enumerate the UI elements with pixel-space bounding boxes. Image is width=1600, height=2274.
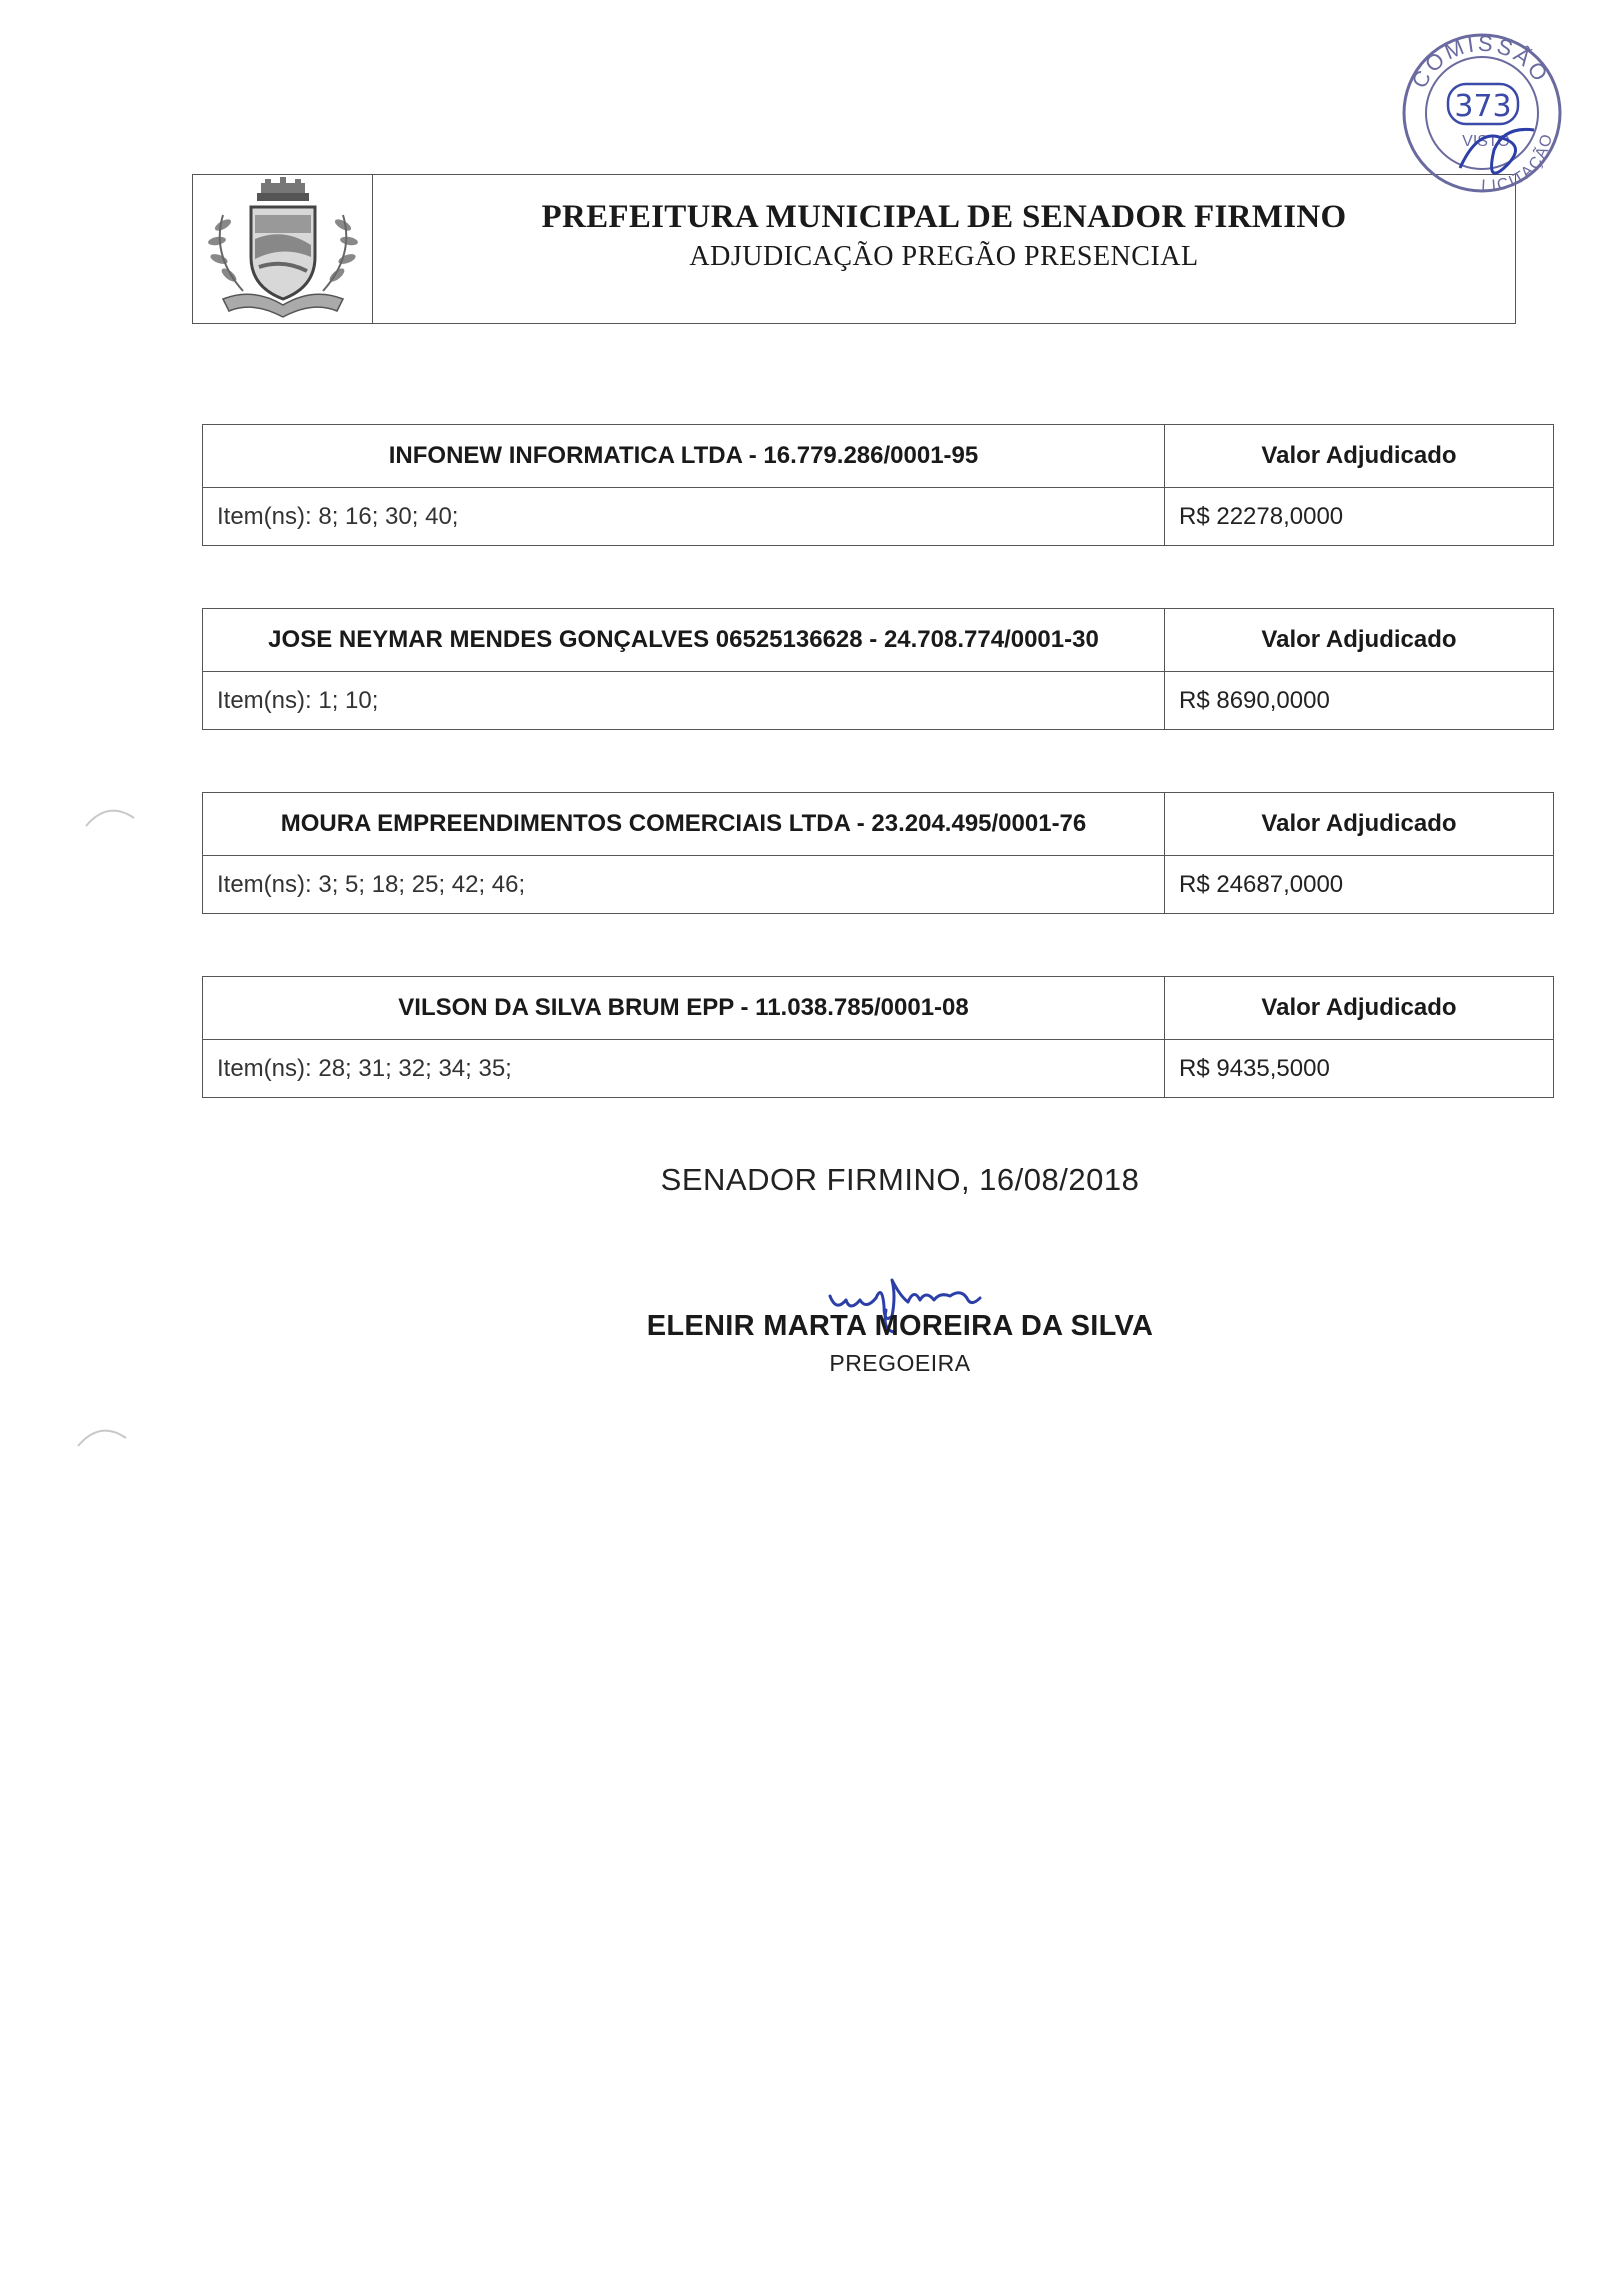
punch-hole-mark (72, 1416, 132, 1456)
awarded-amount: R$ 8690,0000 (1179, 686, 1330, 714)
crest-box (193, 175, 373, 323)
company-name: MOURA EMPREENDIMENTOS COMERCIAIS LTDA - 23.204.495/0001-76 (203, 793, 1165, 855)
punch-hole-mark (80, 796, 140, 836)
awarded-amount: R$ 9435,5000 (1179, 1054, 1330, 1082)
award-detail-row (203, 1039, 1553, 1097)
company-name: JOSE NEYMAR MENDES GONÇALVES 06525136628 - 24.708.774/0001-30 (203, 609, 1165, 671)
award-header-row (203, 609, 1553, 671)
value-label: Valor Adjudicado (1261, 626, 1457, 653)
municipal-crest-icon (193, 175, 373, 323)
items-list: Item(ns): 1; 10; (203, 672, 1165, 729)
award-block (202, 976, 1554, 1098)
page-title: PREFEITURA MUNICIPAL DE SENADOR FIRMINO (541, 199, 1347, 235)
place-date: SENADOR FIRMINO, 16/08/2018 (660, 1162, 1140, 1197)
award-detail-row (203, 855, 1553, 913)
award-block (202, 424, 1554, 546)
signer-role: PREGOEIRA (829, 1350, 971, 1376)
awarded-amount: R$ 24687,0000 (1179, 870, 1344, 898)
value-label: Valor Adjudicado (1261, 442, 1457, 469)
company-name: INFONEW INFORMATICA LTDA - 16.779.286/0001-95 (203, 425, 1165, 487)
svg-text:COMISSÃO: COMISSÃO (1406, 30, 1555, 93)
award-block (202, 792, 1554, 914)
award-detail-row (203, 671, 1553, 729)
document-header (192, 174, 1516, 324)
items-list: Item(ns): 3; 5; 18; 25; 42; 46; (203, 856, 1165, 913)
svg-text:373: 373 (1454, 89, 1512, 124)
value-label: Valor Adjudicado (1261, 810, 1457, 837)
items-list: Item(ns): 28; 31; 32; 34; 35; (203, 1040, 1165, 1097)
value-label: Valor Adjudicado (1261, 994, 1457, 1021)
svg-text:LICITAÇÃO: LICITAÇÃO (1480, 131, 1557, 195)
signer-name: ELENIR MARTA MOREIRA DA SILVA (646, 1310, 1154, 1342)
award-header-row (203, 425, 1553, 487)
items-list: Item(ns): 8; 16; 30; 40; (203, 488, 1165, 545)
awarded-amount: R$ 22278,0000 (1179, 502, 1344, 530)
award-block (202, 608, 1554, 730)
award-detail-row (203, 487, 1553, 545)
commission-stamp-icon (1382, 18, 1582, 208)
header-titles (373, 175, 1515, 323)
page-subtitle: ADJUDICAÇÃO PREGÃO PRESENCIAL (689, 241, 1199, 272)
award-header-row (203, 977, 1553, 1039)
award-header-row (203, 793, 1553, 855)
svg-text:VISTO: VISTO (1462, 133, 1510, 150)
company-name: VILSON DA SILVA BRUM EPP - 11.038.785/0001-08 (203, 977, 1165, 1039)
